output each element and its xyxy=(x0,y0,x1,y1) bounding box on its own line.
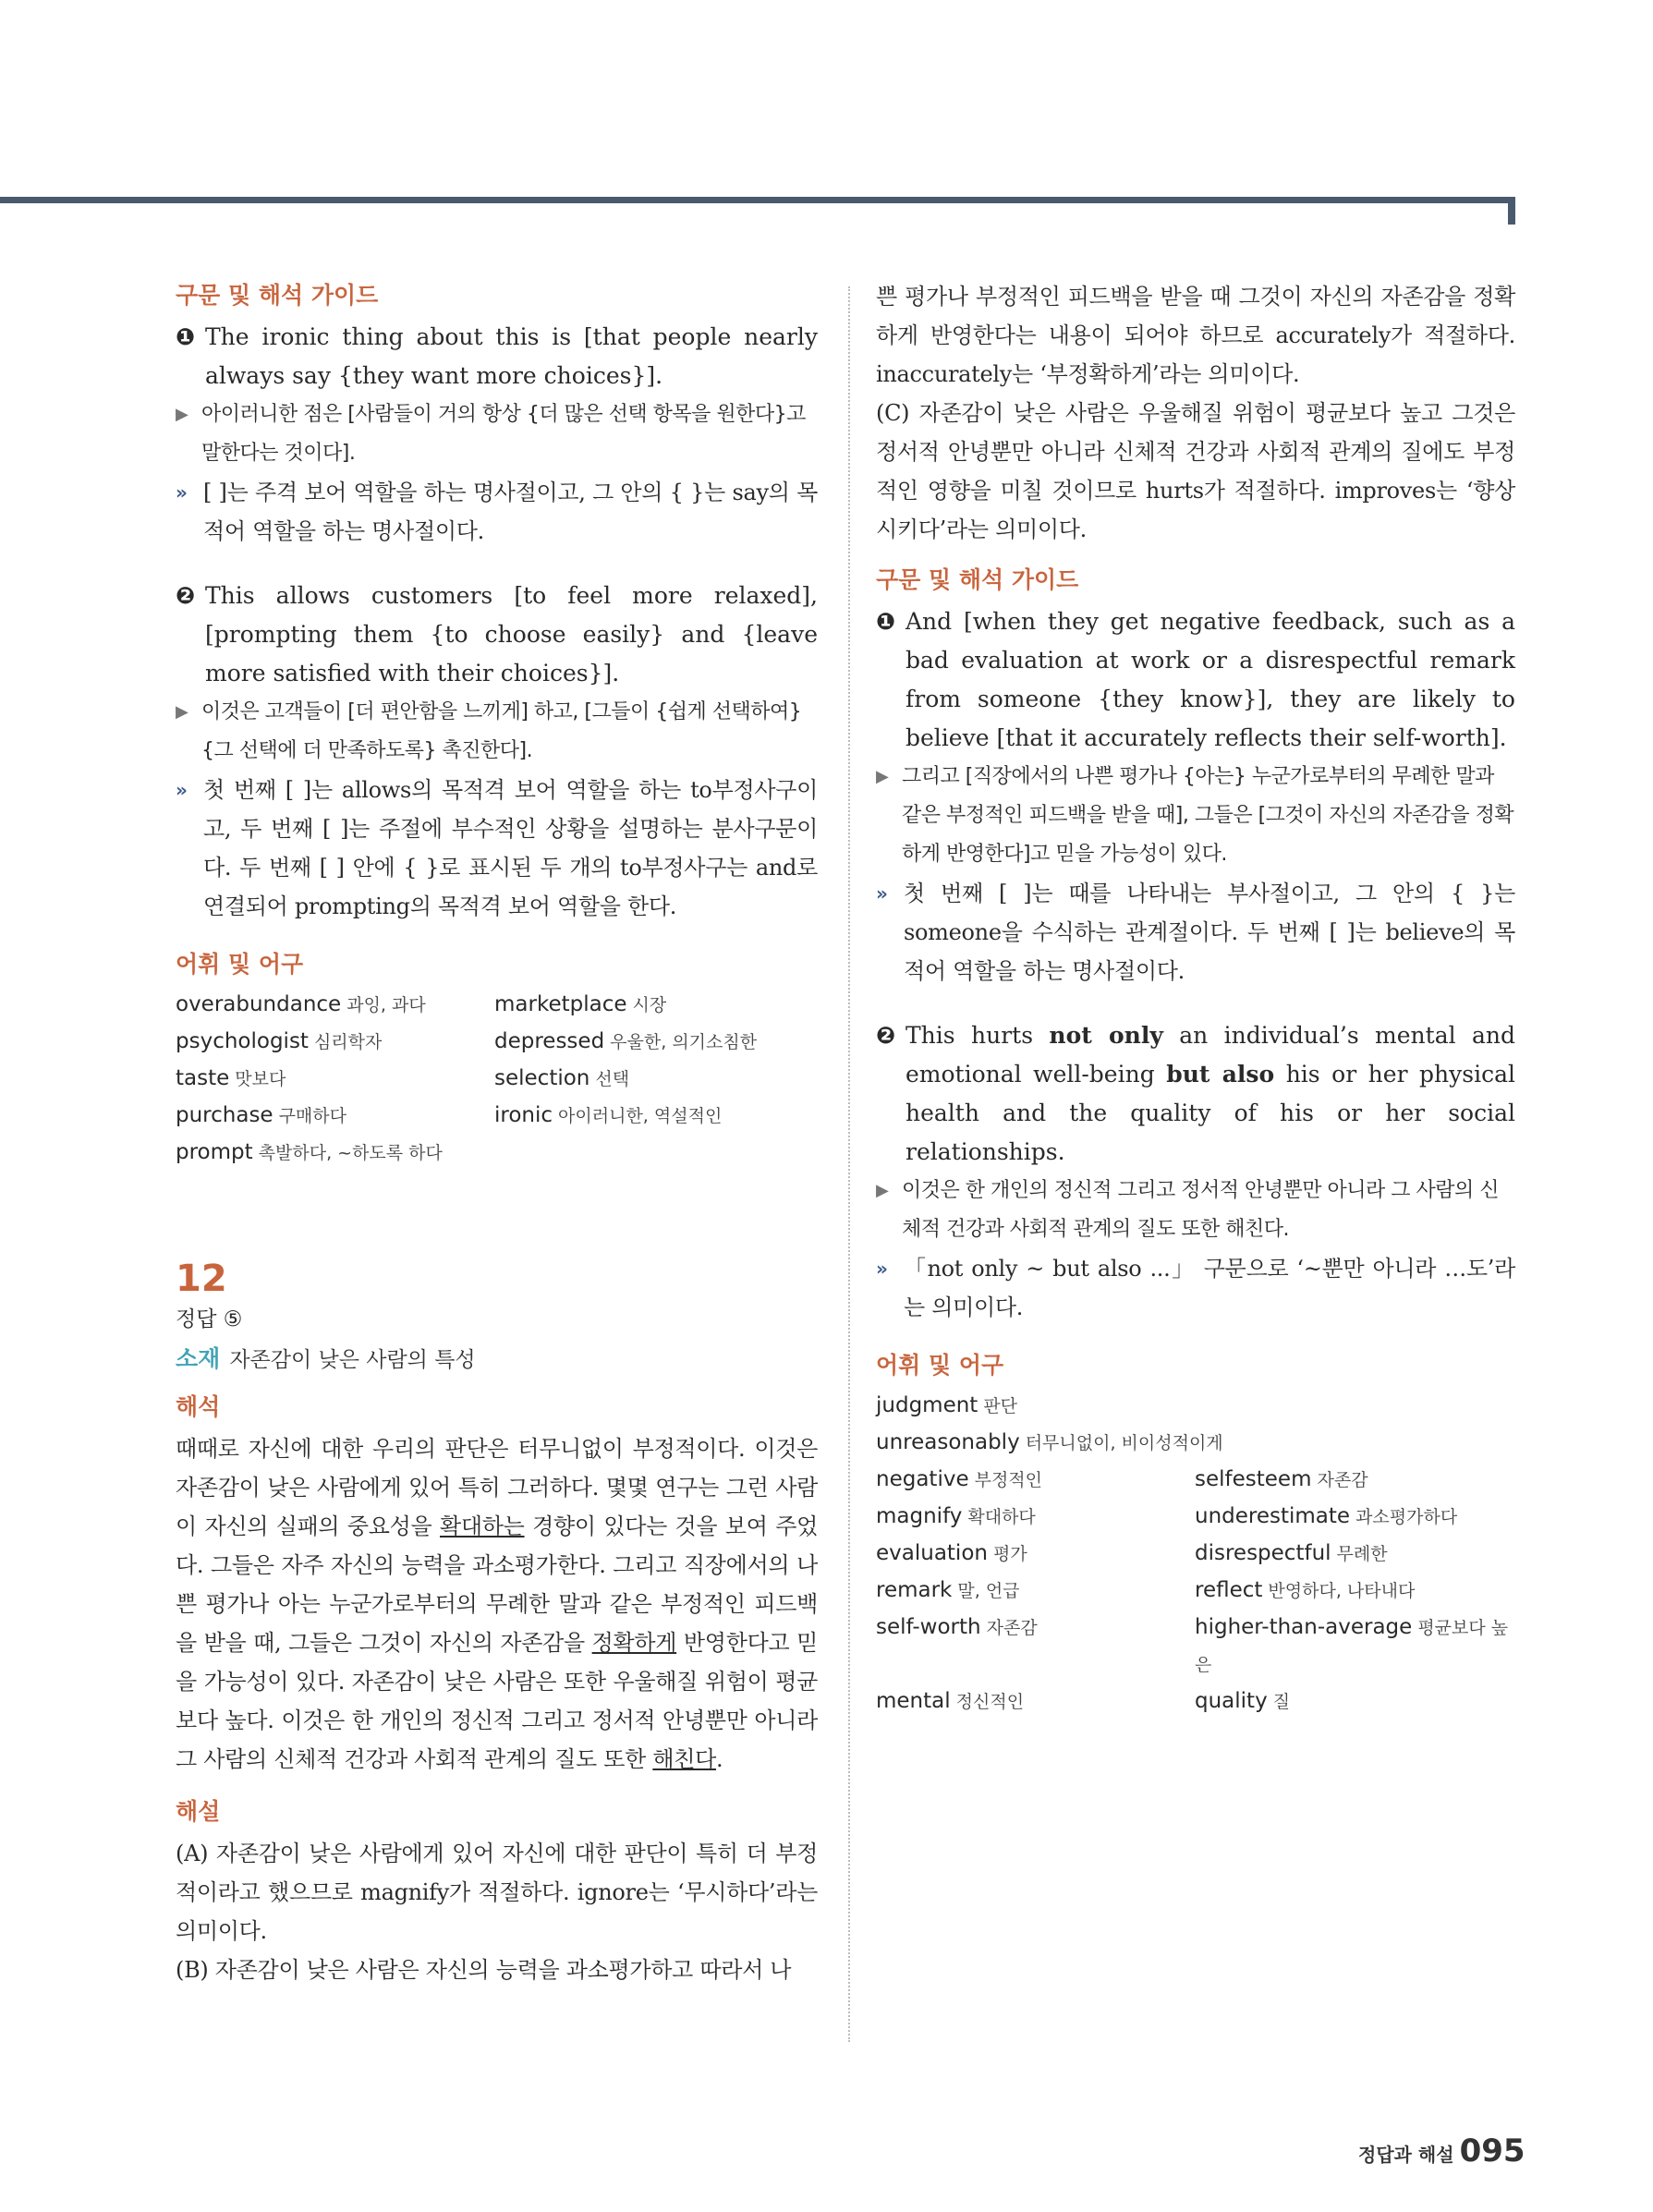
explanation-c: (C) 자존감이 낮은 사람은 우울해질 위험이 평균보다 높고 그것은 정서적 안녕뿐만 아니라 신체적 건강과 사회적 관계의 질에도 부정적인 영향을 미칠 것이므로 hurts가 적절하다. improves는 ‘향상시키다’라는 의미이다. xyxy=(876,400,1515,542)
sentence-number: ❶ xyxy=(876,608,896,635)
vocab-item: marketplace 시장 xyxy=(494,992,667,1016)
vocab-item: magnify 확대하다 xyxy=(876,1504,1036,1528)
vocab-item: evaluation 평가 xyxy=(876,1541,1027,1565)
top-rule xyxy=(0,197,1515,203)
guide-heading: 구문 및 해석 가이드 xyxy=(176,282,379,309)
sentence-2 xyxy=(176,577,818,693)
top-rule-tick xyxy=(1508,197,1515,225)
sentence-translation: ▶ 이것은 한 개인의 정신적 그리고 정서적 안녕뿐만 아니라 그 사람의 신체적 건강과 사회적 관계의 질도 또한 해친다. xyxy=(876,1172,1515,1249)
vocab-item: reflect 반영하다, 나타내다 xyxy=(1195,1578,1416,1602)
vocab-item: judgment 판단 xyxy=(876,1393,1018,1417)
sentence-english: This allows customers [to feel more relaxed], [prompting them {to choose easily} and {leave more satisfied with their choices}]. xyxy=(205,582,818,687)
vocab-item: mental 정신적인 xyxy=(876,1689,1025,1713)
vocab-heading: 어휘 및 어구 xyxy=(876,1352,1004,1379)
topic-value: 자존감이 낮은 사람의 특성 xyxy=(229,1348,476,1372)
grammar-note: » [ ]는 주격 보어 역할을 하는 명사절이고, 그 안의 { }는 say의 목적어 역할을 하는 명사절이다. xyxy=(176,473,818,551)
page-number: 095 xyxy=(1459,2133,1525,2169)
vocab-item: underestimate 과소평가하다 xyxy=(1195,1504,1458,1528)
explanation-b-continued: 쁜 평가나 부정적인 피드백을 받을 때 그것이 자신의 자존감을 정확하게 반영한다는 내용이 되어야 하므로 accurately가 적절하다. inaccurately는 ‘부정확하게’라는 의미이다. xyxy=(876,284,1515,387)
translation-heading: 해석 xyxy=(176,1393,221,1420)
sentence-translation: ▶ 이것은 고객들이 [더 편안함을 느끼게] 하고, [그들이 {쉽게 선택하여} {그 선택에 더 만족하도록} 촉진한다]. xyxy=(176,693,818,771)
vocab-item: remark 말, 언급 xyxy=(876,1578,1020,1602)
vocab-item: psychologist 심리학자 xyxy=(176,1029,383,1053)
vocab-item: purchase 구매하다 xyxy=(176,1103,346,1127)
triangle-marker-icon: ▶ xyxy=(876,1181,889,1200)
vocab-item: disrespectful 무례한 xyxy=(1195,1541,1388,1565)
sentence-number: ❷ xyxy=(176,582,196,609)
vocab-item: selection 선택 xyxy=(494,1066,630,1090)
topic-label: 소재 xyxy=(176,1345,221,1372)
footer-label: 정답과 해설 xyxy=(1358,2144,1454,2166)
vocab-item: quality 질 xyxy=(1195,1689,1291,1713)
question-number: 12 xyxy=(176,1258,227,1300)
explanation-a: (A) 자존감이 낮은 사람에게 있어 자신에 대한 판단이 특히 더 부정적이라고 했으므로 magnify가 적절하다. ignore는 ‘무시하다’라는 의미이다. xyxy=(176,1841,818,1944)
vocab-item: ironic 아이러니한, 역설적인 xyxy=(494,1103,723,1127)
grammar-note: » 첫 번째 [ ]는 때를 나타내는 부사절이고, 그 안의 { }는 someone을 수식하는 관계절이다. 두 번째 [ ]는 believe의 목적어 역할을 하는 명사절이다. xyxy=(876,874,1515,991)
vocab-item: unreasonably 터무니없이, 비이성적이게 xyxy=(876,1430,1223,1454)
vocab-item: selfesteem 자존감 xyxy=(1195,1467,1368,1491)
page-footer xyxy=(1358,2133,1525,2169)
vocab-item: overabundance 과잉, 과다 xyxy=(176,992,426,1016)
sentence-number: ❶ xyxy=(176,323,196,350)
vocab-list xyxy=(876,1388,1515,1720)
right-column xyxy=(876,277,1515,1720)
sentence-1 xyxy=(876,602,1515,758)
answer-line: 정답 ⑤ xyxy=(176,1307,243,1331)
sentence-1 xyxy=(176,318,818,395)
grammar-note: » 「not only ~ but also ...」 구문으로 ‘~뿐만 아니라 …도’라는 의미이다. xyxy=(876,1249,1515,1327)
sentence-2 xyxy=(876,1016,1515,1172)
vocab-item: higher-than-average 평균보다 높은 xyxy=(1195,1615,1509,1675)
sentence-english: The ironic thing about this is [that people nearly always say {they want more choices}]. xyxy=(205,323,818,389)
vocab-item: negative 부정적인 xyxy=(876,1467,1043,1491)
vocab-item: self-worth 자존감 xyxy=(876,1615,1038,1639)
vocab-item: depressed 우울한, 의기소침한 xyxy=(494,1029,758,1053)
sentence-english: And [when they get negative feedback, such as a bad evaluation at work or a disrespectful remark from someone {they know}], they are likely to believe [that it accurately reflects their self-worth]. xyxy=(906,608,1515,751)
sentence-translation: ▶ 아이러니한 점은 [사람들이 거의 항상 {더 많은 선택 항목을 원한다}고 말한다는 것이다]. xyxy=(176,395,818,473)
triangle-marker-icon: ▶ xyxy=(876,767,889,786)
sentence-translation: ▶ 그리고 [직장에서의 나쁜 평가나 {아는} 누군가로부터의 무례한 말과 같은 부정적인 피드백을 받을 때], 그들은 [그것이 자신의 자존감을 정확하게 반영한다]고 믿을 가능성이 있다. xyxy=(876,758,1515,874)
grammar-note: » 첫 번째 [ ]는 allows의 목적격 보어 역할을 하는 to부정사구이고, 두 번째 [ ]는 주절에 부수적인 상황을 설명하는 분사구문이다. 두 번째 [ ] 안에 { }로 표시된 두 개의 to부정사구는 and로 연결되어 prompting의 목적격 보어 역할을 한다. xyxy=(176,771,818,926)
triangle-marker-icon: ▶ xyxy=(176,405,188,424)
left-column xyxy=(176,277,818,1989)
triangle-marker-icon: ▶ xyxy=(176,702,188,722)
vocab-heading: 어휘 및 어구 xyxy=(176,951,304,978)
guide-heading: 구문 및 해석 가이드 xyxy=(876,566,1079,593)
double-arrow-icon: » xyxy=(176,779,188,801)
sentence-number: ❷ xyxy=(876,1022,896,1049)
vocab-item: prompt 촉발하다, ~하도록 하다 xyxy=(176,1140,443,1164)
double-arrow-icon: » xyxy=(176,481,188,504)
explanation-heading: 해설 xyxy=(176,1798,221,1825)
sentence-english: This hurts not only an individual’s mental and emotional well-being but also his or her physical health and the quality of his or her social relationships. xyxy=(906,1022,1515,1165)
double-arrow-icon: » xyxy=(876,1258,888,1280)
vocab-item: taste 맛보다 xyxy=(176,1066,286,1090)
column-divider xyxy=(848,286,850,2042)
topic-line xyxy=(176,1338,818,1381)
vocab-list xyxy=(176,987,818,1172)
translation-paragraph: 때때로 자신에 대한 우리의 판단은 터무니없이 부정적이다. 이것은 자존감이 낮은 사람에게 있어 특히 그러하다. 몇몇 연구는 그런 사람이 자신의 실패의 중요성을 확대하는 경향이 있다는 것을 보여 주었다. 그들은 자주 자신의 능력을 과소평가한다. 그리고 직장에서의 나쁜 평가나 아는 누군가로부터의 무례한 말과 같은 부정적인 피드백을 받을 때, 그들은 그것이 자신의 자존감을 정확하게 반영한다고 믿을 가능성이 있다. 자존감이 낮은 사람은 또한 우울해질 위험이 평균보다 높다. 이것은 한 개인의 정신적 그리고 정서적 안녕뿐만 아니라 그 사람의 신체적 건강과 사회적 관계의 질도 또한 해친다. xyxy=(176,1436,818,1772)
double-arrow-icon: » xyxy=(876,882,888,905)
explanation-b: (B) 자존감이 낮은 사람은 자신의 능력을 과소평가하고 따라서 나 xyxy=(176,1957,792,1983)
